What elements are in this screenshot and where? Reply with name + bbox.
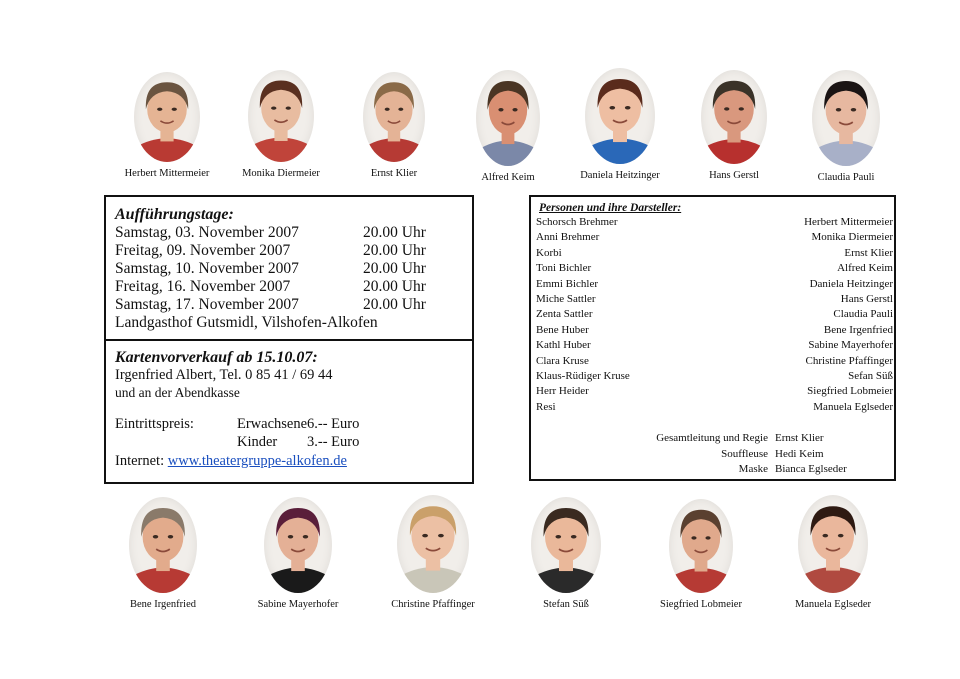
portrait-eye: [168, 535, 173, 538]
portrait-shirt: [701, 139, 767, 164]
portrait-eye: [153, 535, 158, 538]
portrait-shirt: [363, 138, 425, 162]
portrait-eye: [438, 534, 444, 538]
portrait-eye: [288, 535, 293, 538]
portrait-name: Alfred Keim: [481, 172, 535, 183]
portrait-claudia-pauli: [791, 70, 901, 183]
portrait-photo: [531, 497, 601, 593]
cast-row: Schorsch Brehmer Herbert Mittermeier: [536, 216, 893, 228]
cast-box: [529, 195, 896, 481]
portrait-bene-irgenfried: [108, 497, 218, 610]
portrait-shirt: [129, 568, 197, 593]
portrait-eye: [625, 106, 631, 109]
portrait-eye: [303, 535, 308, 538]
cast-row: Anni Brehmer Monika Diermeier: [536, 231, 893, 244]
portrait-eye: [838, 534, 844, 538]
portrait-eye: [836, 108, 841, 111]
performances-title: Aufführungstage:: [115, 206, 234, 223]
portrait-photo: [134, 72, 200, 162]
portrait-figure: [669, 499, 733, 593]
internet-row: Internet: www.theatergruppe-alkofen.de: [115, 453, 347, 469]
price-row-adult: Eintrittspreis: Erwachsene 6.-- Euro: [115, 416, 360, 432]
portrait-photo: [798, 495, 868, 593]
crew-row: Souffleuse Hedi Keim: [721, 447, 824, 460]
portrait-shirt: [134, 138, 200, 162]
portrait-eye: [172, 108, 177, 111]
portrait-eye: [385, 108, 390, 111]
portrait-eye: [422, 534, 428, 538]
portrait-name: Monika Diermeier: [242, 168, 320, 179]
portrait-eye: [498, 108, 503, 111]
portrait-figure: [476, 70, 540, 166]
portrait-name: Manuela Eglseder: [794, 599, 872, 610]
portrait-name: Sabine Mayerhofer: [257, 599, 339, 610]
portrait-name: Christine Pfaffinger: [391, 599, 475, 610]
portrait-figure: [248, 70, 314, 162]
portrait-stefan-suess: [511, 497, 621, 610]
portrait-figure: [531, 497, 601, 593]
portrait-name: Bene Irgenfried: [130, 599, 196, 610]
portrait-eye: [556, 535, 562, 538]
portrait-monika-diermeier: [226, 70, 336, 179]
portrait-shirt: [812, 141, 880, 166]
website-link[interactable]: www.theatergruppe-alkofen.de: [167, 453, 347, 469]
cast-row: Resi Manuela Eglseder: [536, 400, 893, 413]
performance-date-row: Freitag, 16. November 2007 20.00 Uhr: [115, 278, 426, 295]
portrait-alfred-keim: [453, 70, 563, 183]
portrait-manuela-eglseder: [778, 495, 888, 610]
portrait-figure: [798, 495, 868, 593]
portrait-photo: [264, 497, 332, 593]
cast-row: Herr Heider Siegfried Lobmeier: [536, 385, 893, 398]
portrait-photo: [476, 70, 540, 166]
price-row-child: Kinder 3.-- Euro: [237, 434, 360, 450]
portrait-daniela-heitzinger: [565, 68, 675, 181]
portrait-siegfried-lobmeier: [646, 499, 756, 610]
portrait-eye: [739, 107, 744, 110]
performance-date-row: Samstag, 03. November 2007 20.00 Uhr: [115, 224, 426, 241]
cast-row: Korbi Ernst Klier: [536, 246, 893, 259]
portrait-name: Claudia Pauli: [817, 172, 875, 183]
cast-row: Bene Huber Bene Irgenfried: [536, 323, 893, 336]
portrait-eye: [512, 108, 517, 111]
portrait-name: Ernst Klier: [370, 168, 418, 179]
portrait-shirt: [585, 139, 655, 164]
portrait-eye: [398, 108, 403, 111]
portrait-shirt: [264, 568, 332, 593]
portrait-figure: [129, 497, 197, 593]
portrait-shirt: [248, 138, 314, 162]
portrait-eye: [271, 106, 276, 109]
cast-title: Personen und ihre Darsteller:: [539, 202, 682, 214]
portrait-sabine-mayerhofer: [243, 497, 353, 610]
portrait-figure: [264, 497, 332, 593]
portrait-photo: [585, 68, 655, 164]
portrait-photo: [701, 70, 767, 164]
portrait-figure: [812, 70, 880, 166]
portrait-eye: [571, 535, 577, 538]
cast-row: Kathl Huber Sabine Mayerhofer: [536, 339, 893, 352]
portrait-name: Siegfried Lobmeier: [660, 599, 742, 610]
portrait-name: Hans Gerstl: [709, 170, 759, 181]
cast-row: Emmi Bichler Daniela Heitzinger: [536, 277, 893, 290]
performance-date-row: Samstag, 17. November 2007 20.00 Uhr: [115, 296, 426, 313]
portrait-photo: [129, 497, 197, 593]
portrait-eye: [286, 106, 291, 109]
crew-row: Gesamtleitung und Regie Ernst Klier: [656, 432, 824, 445]
venue: Landgasthof Gutsmidl, Vilshofen-Alkofen: [115, 314, 378, 331]
portrait-shirt: [669, 568, 733, 593]
portrait-eye: [705, 536, 710, 539]
portrait-eye: [157, 108, 162, 111]
portrait-photo: [397, 495, 469, 593]
performance-info-box: [104, 195, 474, 484]
portrait-name: Herbert Mittermeier: [124, 168, 210, 179]
performance-date-row: Samstag, 10. November 2007 20.00 Uhr: [115, 260, 426, 277]
portrait-name: Stefan Süß: [543, 599, 589, 610]
ticket-box-office: und an der Abendkasse: [115, 385, 240, 400]
portrait-photo: [669, 499, 733, 593]
portrait-photo: [363, 72, 425, 162]
portrait-ernst-klier: [339, 72, 449, 179]
portrait-figure: [134, 72, 200, 162]
cast-row: Clara Kruse Christine Pfaffinger: [536, 354, 893, 367]
portrait-eye: [823, 534, 829, 538]
portrait-christine-pfaffinger: [378, 495, 488, 610]
tickets-title: Kartenvorverkauf ab 15.10.07:: [115, 349, 318, 366]
portrait-figure: [701, 70, 767, 164]
portrait-photo: [248, 70, 314, 162]
portrait-shirt: [798, 567, 868, 593]
portrait-figure: [363, 72, 425, 162]
cast-row: Klaus-Rüdiger Kruse Sefan Süß: [536, 370, 893, 383]
portrait-photo: [812, 70, 880, 166]
portrait-eye: [610, 106, 616, 109]
portrait-hans-gerstl: [679, 70, 789, 181]
cast-row: Miche Sattler Hans Gerstl: [536, 293, 893, 306]
portrait-eye: [851, 108, 856, 111]
portrait-figure: [585, 68, 655, 164]
cast-row: Toni Bichler Alfred Keim: [536, 262, 893, 275]
portrait-eye: [691, 536, 696, 539]
portrait-shirt: [476, 141, 540, 166]
cast-row: Zenta Sattler Claudia Pauli: [536, 308, 893, 321]
ticket-contact: Irgenfried Albert, Tel. 0 85 41 / 69 44: [115, 367, 333, 383]
crew-row: Maske Bianca Eglseder: [738, 463, 847, 476]
portrait-shirt: [531, 568, 601, 593]
portrait-shirt: [397, 567, 469, 593]
portrait-herbert-mittermeier: [112, 72, 222, 179]
section-divider: [106, 339, 472, 341]
portrait-figure: [397, 495, 469, 593]
portrait-eye: [724, 107, 729, 110]
performance-date-row: Freitag, 09. November 2007 20.00 Uhr: [115, 242, 426, 259]
portrait-name: Daniela Heitzinger: [580, 170, 660, 181]
